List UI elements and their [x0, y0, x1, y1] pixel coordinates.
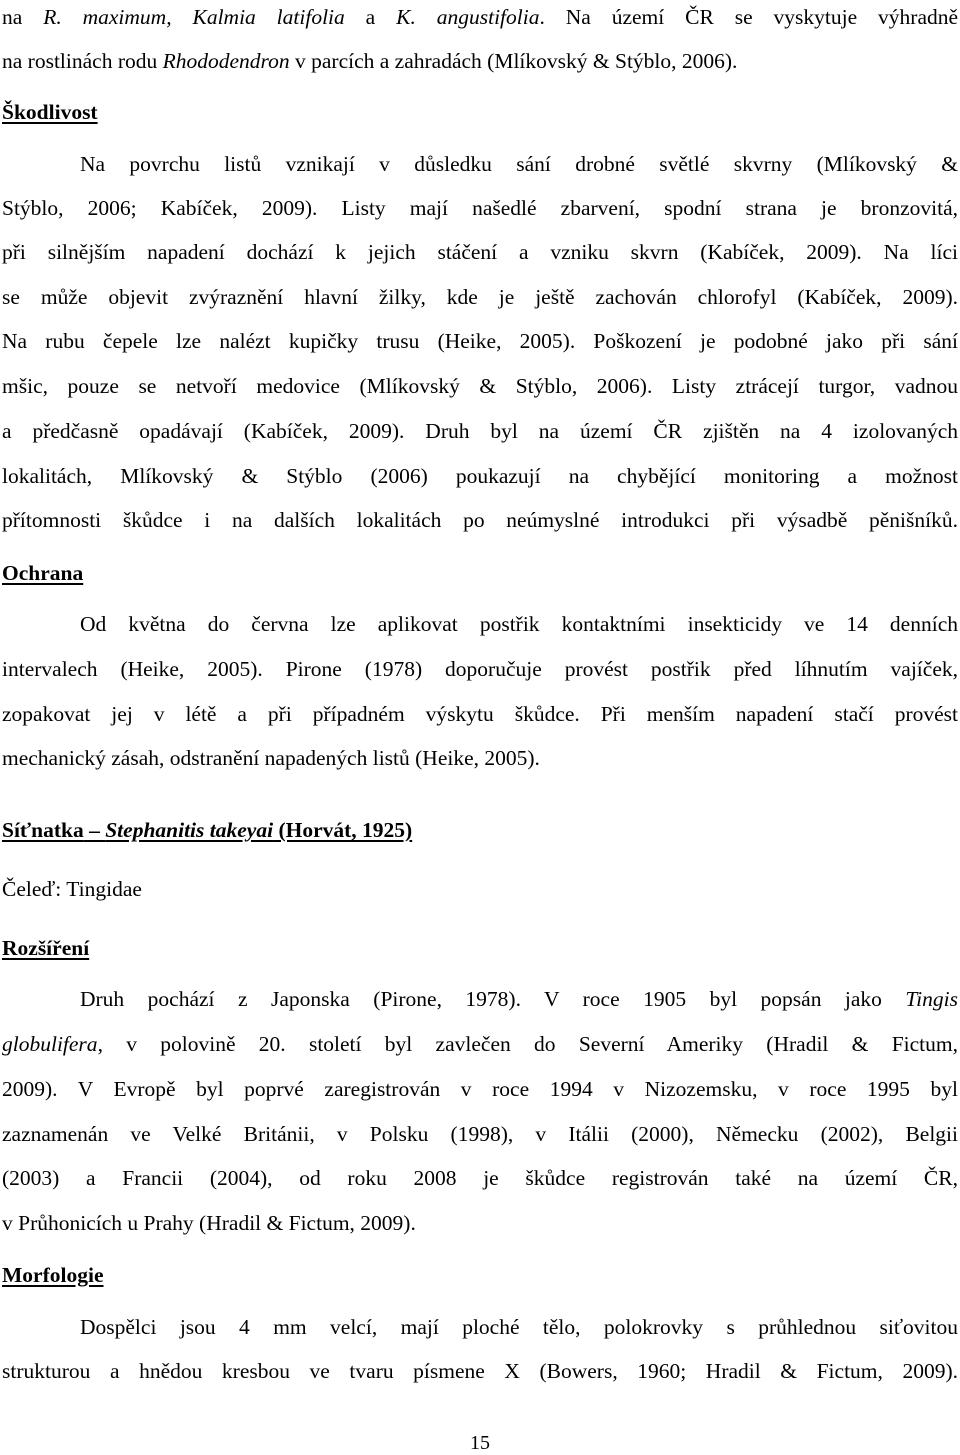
species-common-name: Síťnatka: [2, 818, 84, 842]
text-run: (2003) a Francii (2004), od roku 2008 je škůdce registrován také na území ČR,: [2, 1166, 958, 1190]
text-line: [2, 1213, 958, 1239]
text-line: přítomnosti škůdce i na dalších lokalitách po neúmyslné introdukci při výsadbě pěnišníků.: [2, 508, 958, 532]
text-run: na rostlinách rodu: [2, 49, 163, 73]
species-heading: [2, 820, 412, 846]
text-line: lokalitách, Mlíkovský & Stýblo (2006) poukazují na chybějící monitoring a možnost: [2, 464, 958, 488]
italic-text-run: R. maximum, Kalmia latifolia: [43, 5, 345, 29]
italic-text-run: Rhododendron: [162, 49, 290, 73]
section-heading-rozsireni: Rozšíření: [2, 936, 90, 960]
species-latin-name: Stephanitis takeyai: [105, 818, 274, 842]
text-line: [2, 51, 958, 77]
italic-text-run: globulifera: [2, 1032, 98, 1056]
text-line: Stýblo, 2006; Kabíček, 2009). Listy mají našedlé zbarvení, spodní strana je bronzovitá,: [2, 196, 958, 220]
text-line: [2, 1124, 958, 1150]
page-number: 15: [470, 1432, 490, 1454]
text-run: a: [344, 5, 397, 29]
text-line: Od května do června lze aplikovat postřik kontaktními insekticidy ve 14 denních: [80, 612, 958, 636]
text-line: Na rubu čepele lze nalézt kupičky trusu (Heike, 2005). Poškození je podobné jako při sání: [2, 329, 958, 353]
text-line: [2, 1079, 958, 1105]
text-line: zopakovat jej v létě a při případném výskytu škůdce. Při menším napadení stačí provést: [2, 702, 958, 726]
text-run: , v polovině 20. století byl zavlečen do Severní Ameriky (Hradil & Fictum,: [97, 1032, 958, 1056]
family-line: Čeleď: Tingidae: [2, 877, 142, 901]
section-heading-skodlivost: Škodlivost: [2, 100, 98, 124]
text-run: zaznamenán ve Velké Británii, v Polsku (1998), v Itálii (2000), Německu (2002), Belgii: [2, 1122, 958, 1146]
species-author: (Horvát, 1925): [273, 818, 413, 842]
text-line: [2, 1168, 958, 1194]
text-line: [2, 989, 958, 1015]
text-line: mechanický zásah, odstranění napadených listů (Heike, 2005).: [2, 746, 540, 770]
text-run: Druh pochází z Japonska (Pirone, 1978). V roce 1905 byl popsán jako: [80, 987, 906, 1011]
section-heading-ochrana: Ochrana: [2, 561, 84, 585]
text-line: Dospělci jsou 4 mm velcí, mají ploché tělo, polokrovky s průhlednou siťovitou: [80, 1315, 958, 1339]
text-line: se může objevit zvýraznění hlavní žilky, kde je ještě zachován chlorofyl (Kabíček, 2009).: [2, 285, 958, 309]
text-line: [2, 1034, 958, 1060]
text-line: strukturou a hnědou kresbou ve tvaru písmene X (Bowers, 1960; Hradil & Fictum, 2009).: [2, 1359, 958, 1383]
text-line: Na povrchu listů vznikají v důsledku sání drobné světlé skvrny (Mlíkovský &: [80, 152, 958, 176]
text-line: při silnějším napadení dochází k jejich stáčení a vzniku skvrn (Kabíček, 2009). Na líci: [2, 240, 958, 264]
text-line: mšic, pouze se netvoří medovice (Mlíkovský & Stýblo, 2006). Listy ztrácejí turgor, vadnou: [2, 374, 958, 398]
text-run: v Průhonicích u Prahy (Hradil & Fictum, 2009).: [2, 1211, 416, 1235]
text-run: 2009). V Evropě byl poprvé zaregistrován v roce 1994 v Nizozemsku, v roce 1995 byl: [2, 1077, 958, 1101]
text-run: . Na území ČR se vyskytuje výhradně: [539, 5, 959, 29]
section-heading-morfologie: Morfologie: [2, 1263, 104, 1287]
text-run: v parcích a zahradách (Mlíkovský & Stýblo, 2006).: [289, 49, 738, 73]
text-line: a předčasně opadávají (Kabíček, 2009). Druh byl na území ČR zjištěn na 4 izolovaných: [2, 419, 958, 443]
text-run: na: [2, 5, 44, 29]
text-line: [2, 7, 958, 33]
species-dash: –: [83, 818, 106, 842]
italic-text-run: K. angustifolia: [396, 5, 540, 29]
text-line: intervalech (Heike, 2005). Pirone (1978) doporučuje provést postřik před líhnutím vajíček,: [2, 657, 958, 681]
italic-text-run: Tingis: [905, 987, 958, 1011]
